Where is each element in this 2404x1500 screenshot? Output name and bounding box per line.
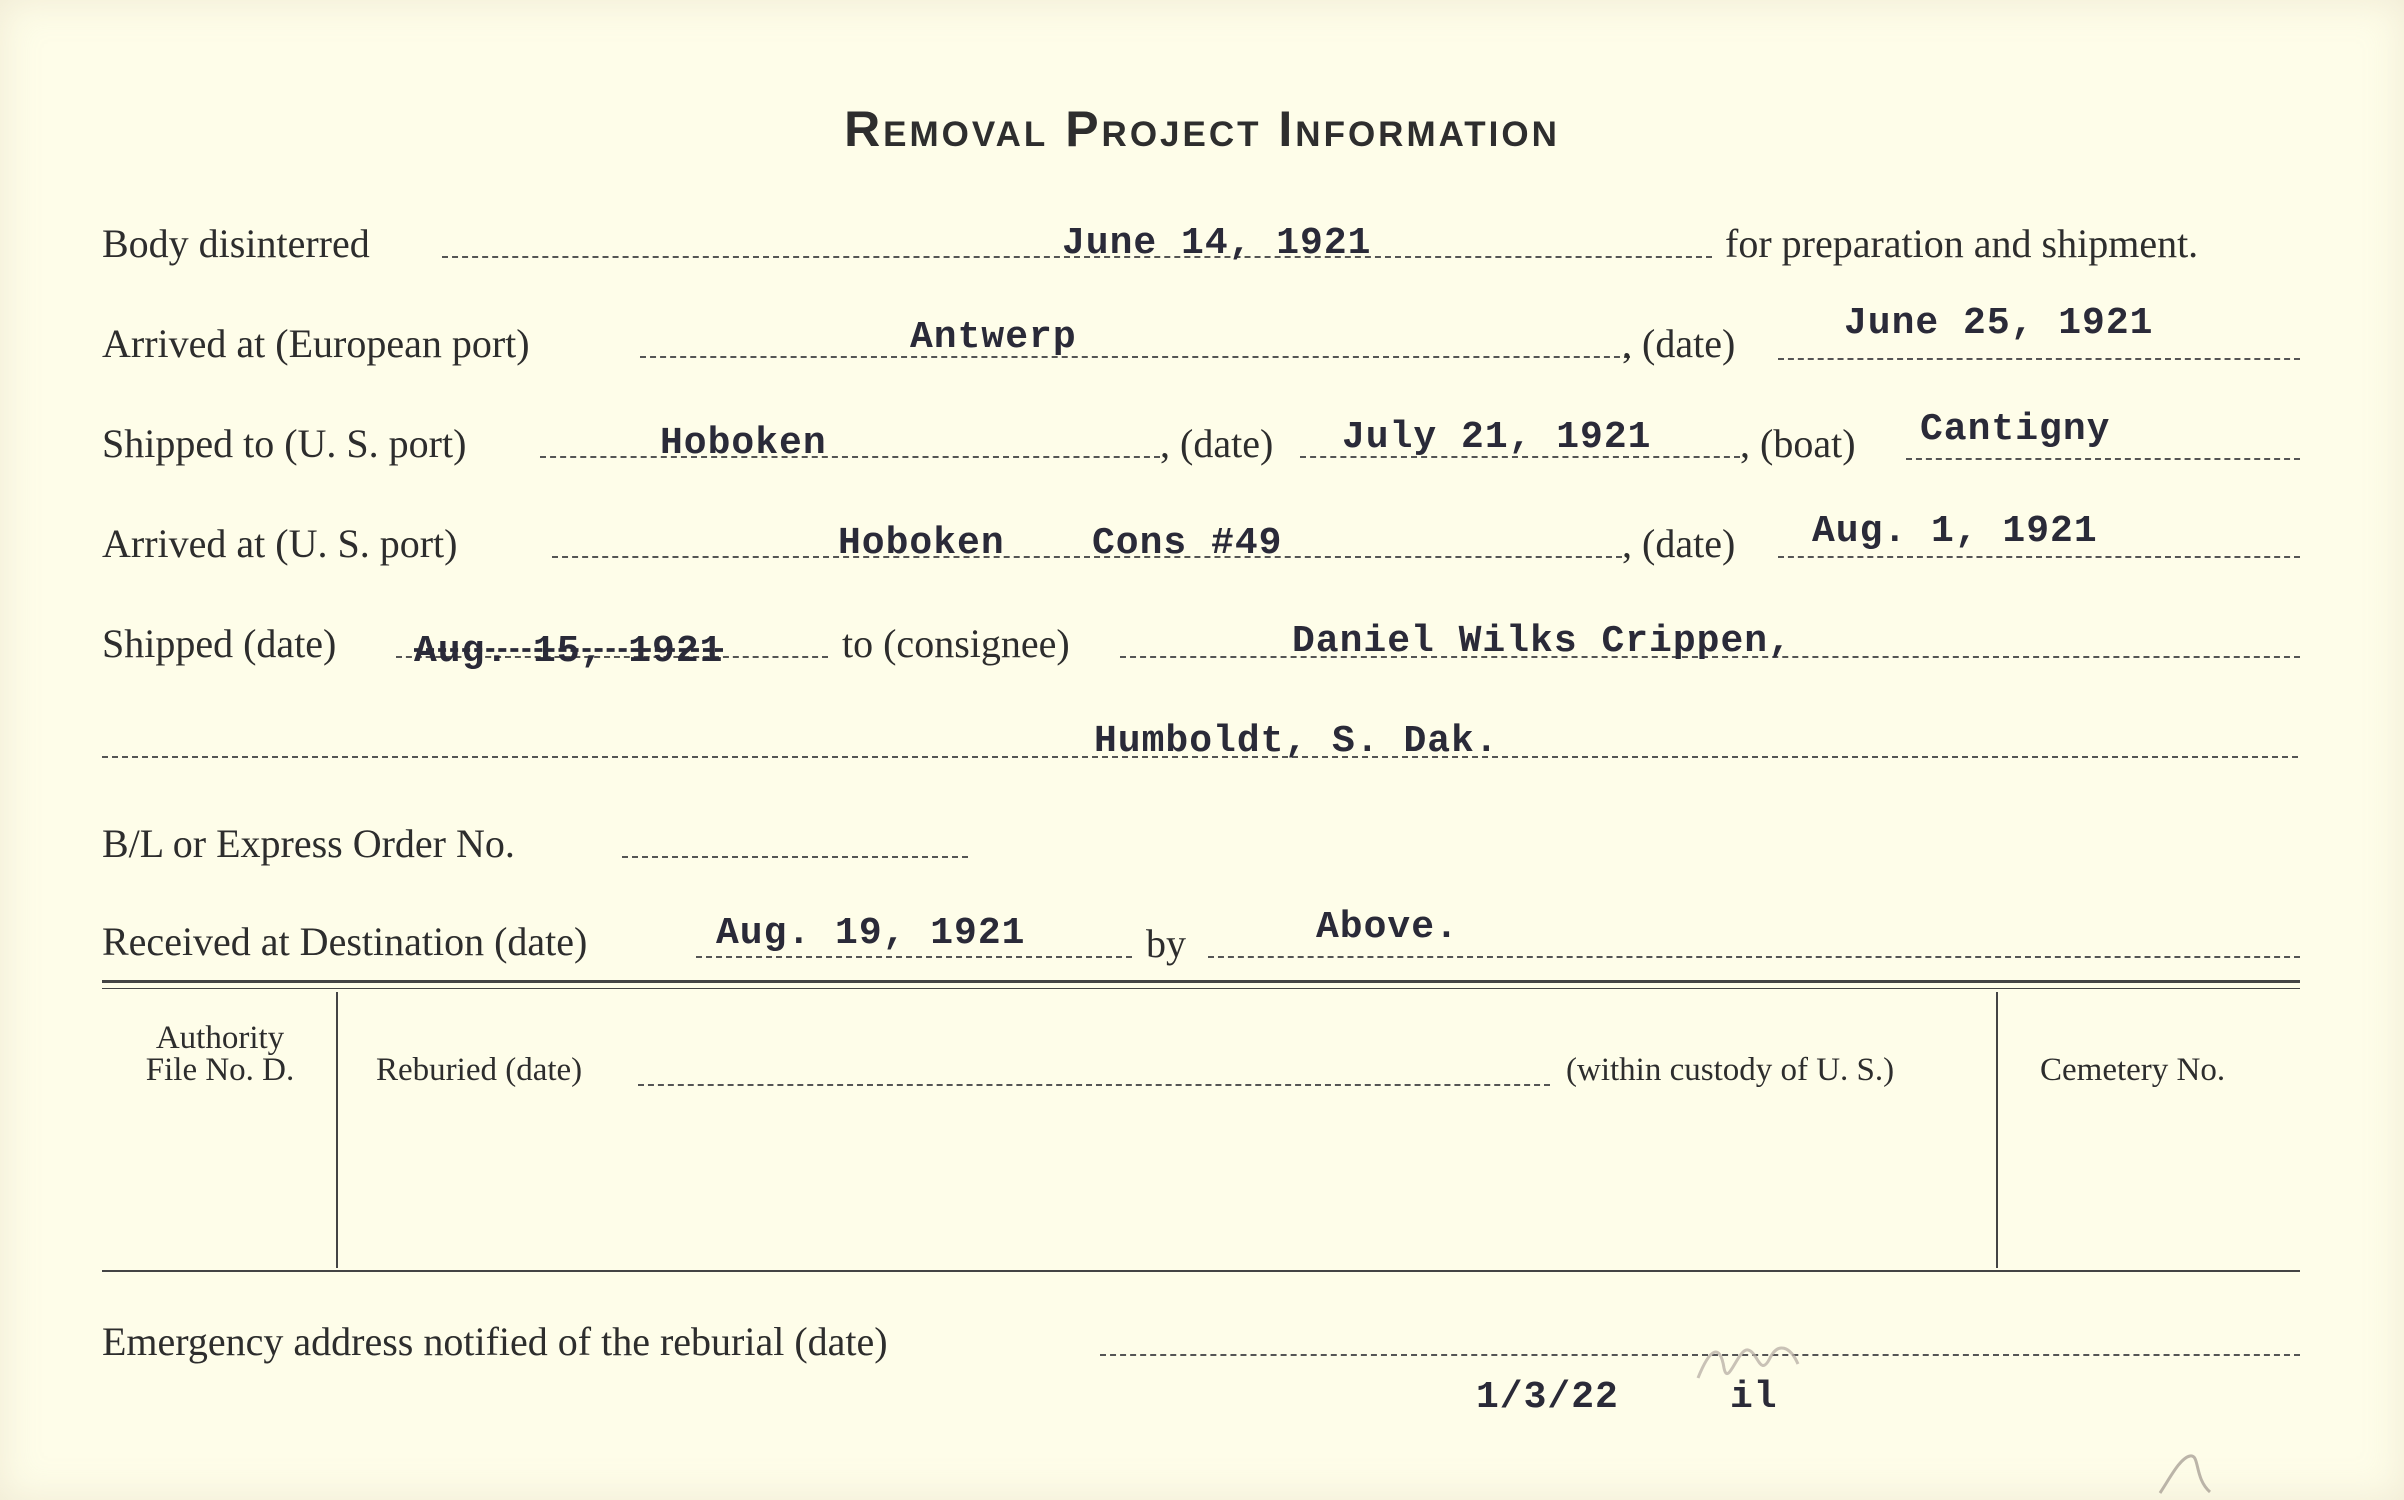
shipped-us-boat-label: , (boat)	[1740, 421, 1856, 466]
received-by-value: Above.	[1316, 906, 1459, 949]
arrived-us-port-line	[552, 556, 1622, 558]
table-divider-right	[1996, 992, 1998, 1268]
shipped-us-label: Shipped to (U. S. port)	[102, 421, 467, 466]
received-by-line	[1208, 956, 2300, 958]
table-top-border-inner	[102, 988, 2300, 989]
table-bottom-border	[102, 1270, 2300, 1272]
arrived-us-date-label: , (date)	[1622, 521, 1736, 566]
shipped-us-boat-line	[1906, 458, 2300, 460]
bl-line	[622, 856, 968, 858]
received-date-line	[696, 956, 1132, 958]
custody-label: (within custody of U. S.)	[1566, 1052, 1895, 1088]
shipped-us-boat-value: Cantigny	[1920, 408, 2111, 451]
table-top-border	[102, 980, 2300, 983]
shipped-label: Shipped (date)	[102, 621, 337, 666]
body-disinterred-suffix: for preparation and shipment.	[1725, 221, 2199, 266]
arrived-european-port-value: Antwerp	[910, 316, 1077, 359]
arrived-us-date-value: Aug. 1, 1921	[1812, 510, 2098, 553]
arrived-us-date-line	[1778, 556, 2300, 558]
arrived-us-port-value: Hoboken	[838, 522, 1005, 565]
pencil-scribble-mark	[1690, 1328, 1810, 1398]
shipped-us-date-label: , (date)	[1160, 421, 1274, 466]
footer-initials: il	[1730, 1376, 1778, 1419]
cemetery-label: Cemetery No.	[2040, 1052, 2226, 1088]
arrived-us-label: Arrived at (U. S. port)	[102, 521, 458, 566]
arrived-european-port-line	[640, 356, 1630, 358]
footer-date-code: 1/3/22	[1476, 1376, 1619, 1419]
authority-label-1: Authority	[155, 1020, 285, 1056]
received-label: Received at Destination (date)	[102, 919, 588, 964]
consignee-value: Daniel Wilks Crippen,	[1292, 620, 1792, 663]
reburied-line	[638, 1084, 1550, 1086]
body-disinterred-value: June 14, 1921	[1062, 222, 1372, 265]
authority-label-2: File No. D.	[145, 1052, 295, 1088]
shipped-us-port-value: Hoboken	[660, 422, 827, 465]
arrived-european-date-label: , (date)	[1622, 321, 1736, 366]
received-by-label: by	[1146, 921, 1186, 966]
arrived-european-date-value: June 25, 1921	[1844, 302, 2154, 345]
bl-label: B/L or Express Order No.	[102, 821, 515, 866]
arrived-european-label: Arrived at (European port)	[102, 321, 530, 366]
arrived-european-date-line	[1778, 358, 2300, 360]
page-title: Removal Project Information	[844, 101, 1560, 157]
received-date-value: Aug. 19, 1921	[716, 912, 1026, 955]
reburied-label: Reburied (date)	[376, 1052, 583, 1088]
shipped-us-date-value: July 21, 1921	[1342, 416, 1652, 459]
table-divider-left	[336, 992, 338, 1268]
arrived-us-cons-value: Cons #49	[1092, 522, 1283, 565]
shipped-date-value: Aug. 15, 1921	[414, 630, 724, 673]
shipped-us-port-line	[540, 456, 1160, 458]
consignee-label: to (consignee)	[842, 621, 1070, 666]
body-disinterred-label: Body disinterred	[102, 221, 370, 266]
consignee-address-value: Humboldt, S. Dak.	[1094, 720, 1499, 763]
corner-pencil-mark	[2150, 1448, 2230, 1498]
emergency-label: Emergency address notified of the reburial (date)	[102, 1319, 888, 1364]
